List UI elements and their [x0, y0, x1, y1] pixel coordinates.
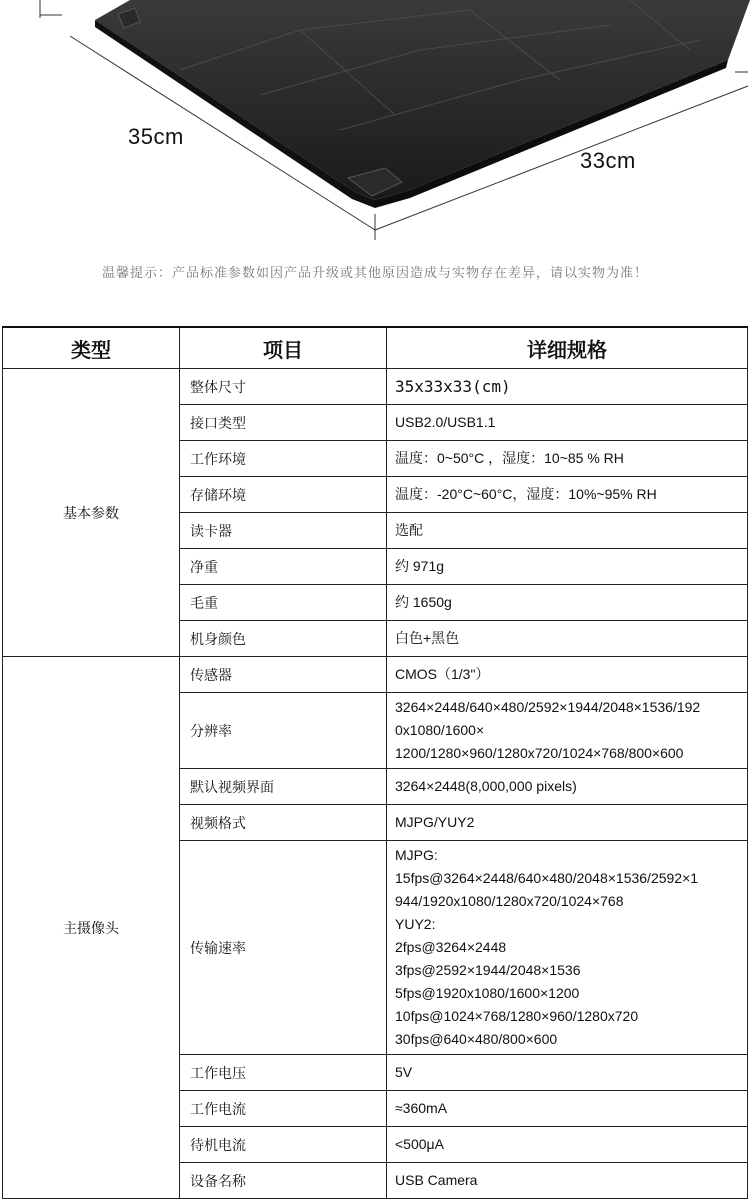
table-row [3, 369, 748, 405]
value-cell [387, 549, 748, 585]
value-line: 3264×2448(8,000,000 pixels) [395, 778, 577, 794]
value-line: 白色+黑色 [395, 630, 460, 646]
item-cell: 待机电流 [180, 1127, 387, 1163]
width-dimension-label: 33cm [580, 148, 636, 173]
value-line: <500μA [395, 1136, 444, 1152]
depth-dimension-label: 35cm [128, 124, 184, 149]
item-cell: 存储环境 [180, 477, 387, 513]
item-cell: 工作电压 [180, 1055, 387, 1091]
value-cell [387, 657, 748, 693]
value-line: 约 1650g [395, 594, 452, 610]
value-line: 3264×2448/640×480/2592×1944/2048×1536/192 [395, 699, 701, 715]
value-cell [387, 513, 748, 549]
value-line: 2fps@3264×2448 [395, 939, 507, 955]
value-cell [387, 1055, 748, 1091]
value-line: ≈360mA [395, 1100, 448, 1116]
item-cell: 工作电流 [180, 1091, 387, 1127]
header-spec: 详细规格 [387, 327, 748, 369]
value-line: 选配 [395, 522, 423, 538]
value-line: 5fps@1920x1080/1600×1200 [395, 985, 580, 1001]
item-cell: 毛重 [180, 585, 387, 621]
value-cell [387, 1163, 748, 1199]
category-cell: 主摄像头 [3, 657, 180, 1199]
value-cell [387, 477, 748, 513]
item-cell: 视频格式 [180, 805, 387, 841]
value-line: YUY2: [395, 916, 436, 932]
item-cell: 机身颜色 [180, 621, 387, 657]
value-cell [387, 1127, 748, 1163]
value-line: 约 971g [395, 558, 445, 574]
value-line: USB Camera [395, 1172, 478, 1188]
value-line: 944/1920x1080/1280x720/1024×768 [395, 893, 624, 909]
value-cell [387, 1091, 748, 1127]
value-line: 1200/1280×960/1280x720/1024×768/800×600 [395, 745, 684, 761]
value-line: MJPG/YUY2 [395, 814, 475, 830]
value-line: MJPG: [395, 847, 438, 863]
value-cell [387, 621, 748, 657]
value-cell [387, 441, 748, 477]
value-cell [387, 405, 748, 441]
item-cell: 净重 [180, 549, 387, 585]
value-line: 5V [395, 1064, 413, 1080]
table-row [3, 657, 748, 693]
value-cell [387, 805, 748, 841]
scanner-base-illustration [0, 0, 750, 250]
header-item: 项目 [180, 327, 387, 369]
value-line: 30fps@640×480/800×600 [395, 1031, 558, 1047]
item-cell: 传输速率 [180, 841, 387, 1055]
item-cell: 工作环境 [180, 441, 387, 477]
item-cell: 接口类型 [180, 405, 387, 441]
product-photo [0, 0, 750, 250]
value-line: USB2.0/USB1.1 [395, 414, 496, 430]
value-line: CMOS（1/3"） [395, 666, 490, 682]
item-cell: 读卡器 [180, 513, 387, 549]
value-line: 35x33x33(cm) [395, 377, 511, 396]
item-cell: 分辨率 [180, 693, 387, 769]
spec-table-body [3, 369, 748, 1199]
category-cell: 基本参数 [3, 369, 180, 657]
value-cell [387, 693, 748, 769]
value-line: 3fps@2592×1944/2048×1536 [395, 962, 581, 978]
value-line: 温度：0~50°C ，湿度：10~85 % RH [395, 450, 624, 466]
spec-table-header-row [3, 327, 748, 369]
value-cell [387, 585, 748, 621]
item-cell: 设备名称 [180, 1163, 387, 1199]
notice-text: 温馨提示：产品标准参数如因产品升级或其他原因造成与实物存在差异，请以实物为准！ [101, 266, 648, 281]
value-line: 温度：-20°C~60°C，湿度：10%~95% RH [395, 486, 657, 502]
item-cell: 默认视频界面 [180, 769, 387, 805]
value-line: 10fps@1024×768/1280×960/1280x720 [395, 1008, 639, 1024]
value-cell [387, 369, 748, 405]
spec-table [2, 326, 748, 1199]
header-type: 类型 [3, 327, 180, 369]
value-cell [387, 769, 748, 805]
item-cell: 整体尺寸 [180, 369, 387, 405]
item-cell: 传感器 [180, 657, 387, 693]
value-cell [387, 841, 748, 1055]
value-line: 0x1080/1600× [395, 722, 485, 738]
value-line: 15fps@3264×2448/640×480/2048×1536/2592×1 [395, 870, 699, 886]
